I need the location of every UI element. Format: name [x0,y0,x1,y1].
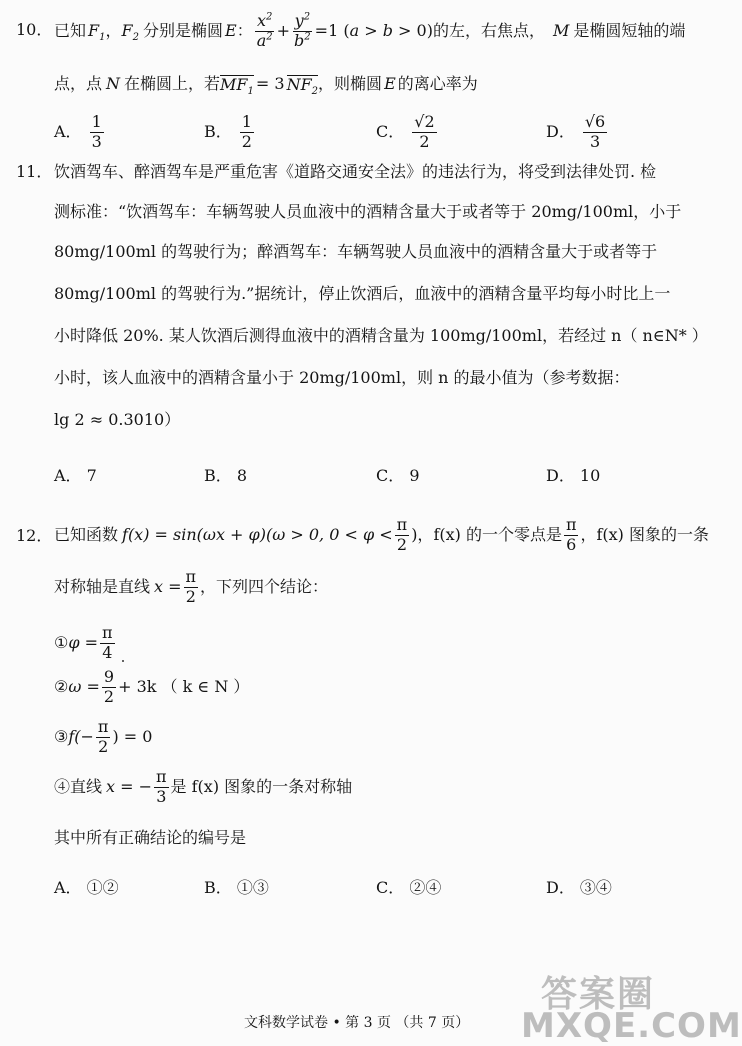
q10-line1-end: 是椭圆短轴的端 [573,21,686,40]
q10-option-d-den: 3 [589,131,601,151]
q10-ellipse-e: E [225,21,237,40]
q10-option-d[interactable] [546,112,609,152]
q12-zero-pre: f(x) 的一个零点是 [433,525,562,544]
q12-line2-x: x = [154,577,182,596]
q12-line1-prefix: 已知函数 [54,525,119,544]
q11-line-7: lg 2 ≈ 0.3010） [54,410,181,429]
q11-option-a[interactable]: A． 7 [54,466,97,485]
q10-option-d-num: √6 [584,111,606,131]
q10-line1-suffix: 的左，右焦点， [432,21,545,40]
q12-c4-rhs: 是 f(x) 图象的一条对称轴 [170,777,353,796]
page-footer: 文科数学试卷 • 第 3 页 （共 7 页） [244,1015,470,1031]
q12-line2-suffix: ，下列四个结论： [200,577,329,596]
q12-c3-den: 2 [98,736,109,756]
q10-option-a-letter: A． [54,122,82,141]
q12-line2-den: 2 [185,586,196,606]
q12-c4-lhs: x = − [106,777,153,796]
q12-func: f(x) = sin(ωx + φ)(ω > 0, 0 < φ < [122,525,393,544]
q10-option-c[interactable] [376,112,439,152]
q12-c1-label: ① [54,633,69,652]
q12-zero-num: π [565,514,577,534]
q12-pi-half [395,514,410,554]
q12-conclusion-1 [54,624,117,662]
q11-line-4: 80mg/100ml 的驾驶行为.”据统计，停止饮酒后，血液中的酒精含量平均每小时比上一 [54,284,671,303]
q10-n: N [106,74,121,93]
q11-line-3: 80mg/100ml 的驾驶行为；醉酒驾车：车辆驾驶人员血液中的酒精含量大于或者等于 [54,242,658,261]
q10-f2: $F_2$ [121,21,139,44]
q10-option-a-den: 3 [91,131,102,151]
q12-c4-num: π [156,766,167,786]
q12-line2-frac [184,566,199,606]
q11-line-5: 小时降低 20%. 某人饮酒后测得血液中的酒精含量为 100mg/100ml，若经过 n（ n∈N* ） [54,326,708,345]
q12-zero-frac [564,514,579,554]
q10-line2-end: 的离心率为 [397,74,478,93]
q12-c3-lhs: f(− [68,727,94,746]
q12-c2-label: ② [54,677,69,696]
watermark-bottom: MXQE.COM [521,1006,742,1046]
q12-line1 [54,516,709,554]
q12-line2-num: π [185,566,197,586]
q10-option-d-letter: D． [546,122,575,141]
q10-line2-mid: 在椭圆上，若 [124,74,221,93]
q12-c2-rhs: + 3k （ k ∈ N ） [118,677,250,696]
q12-c3-rhs: ) = 0 [112,727,153,746]
q12-c2-den: 2 [103,686,115,706]
q10-line1-mid: 分别是椭圆 [143,21,224,40]
q12-c2-num: 9 [103,666,115,686]
q10-option-c-num: √2 [414,111,435,131]
q11-option-b[interactable]: B． 8 [204,466,248,485]
q12-number: 12． [16,526,53,545]
q10-option-b-den: 2 [241,131,252,151]
q10-option-b-letter: B． [204,122,232,141]
q10-number: 10． [16,20,53,39]
q12-zero-den: 6 [566,534,577,554]
q10-vec-nf2: $NF_2$ [286,75,319,98]
q12-c4-den: 3 [156,786,167,806]
q12-c1-num: π [102,622,113,642]
stray-dot [122,660,124,662]
q12-pi-half-den: 2 [396,534,408,554]
q10-eq-frac-y: $\frac{y^2}{b^2}$ [294,10,311,50]
q12-line2 [54,568,328,606]
q10-option-b[interactable] [204,112,256,152]
q12-conclusion-3 [54,718,152,756]
q10-vec-mf1: $MF_1$ [220,75,254,98]
q12-c3-label: ③ [54,727,69,746]
q12-line1-mid: )， [411,525,434,544]
q12-option-a[interactable]: A． ①② [54,878,119,897]
q12-conclusion-2 [54,668,249,706]
q10-option-b-num: 1 [241,111,252,131]
q10-line2-suffix: ，则椭圆 [318,74,383,93]
q10-option-a[interactable] [54,112,106,152]
q10-eq-frac-x: $\frac{x^2}{a^2}$ [256,10,273,50]
q10-line1-prefix: 已知 [54,21,87,40]
q11-number: 11． [16,162,53,181]
q10-line2-prefix: 点，点 [54,74,103,93]
q12-conclusion-4 [54,768,352,806]
watermark-logo [521,966,742,1046]
q12-c3-num: π [97,716,109,736]
q10-option-a-num: 1 [91,111,102,131]
q11-option-d[interactable]: D． 10 [546,466,601,485]
q10-m: M [552,21,570,40]
q10-line2: 点，点 N 在椭圆上，若 $MF_1$ = 3 $NF_2$ ，则椭圆 E 的离心率为 [54,74,478,98]
q12-option-b[interactable]: B． ①③ [204,878,269,897]
q11-line-1: 饮酒驾车、醉酒驾车是严重危害《道路交通安全法》的违法行为，将受到法律处罚. 检 [54,162,657,181]
q11-line-6: 小时，该人血液中的酒精含量小于 20mg/100ml，则 n 的最小值为（参考数据： [54,368,630,387]
q12-line2-prefix: 对称轴是直线 [54,577,151,596]
q12-c4-label: ④直线 [54,777,103,796]
q12-c1-lhs: φ = [68,633,99,652]
q12-option-c[interactable]: C． ②④ [376,878,442,897]
q11-line-2: 测标准：“饮酒驾车：车辆驾驶人员血液中的酒精含量大于或者等于 20mg/100ml，小于 [54,202,682,221]
q12-c1-den: 4 [102,642,113,662]
q10-option-c-letter: C． [376,122,405,141]
q12-pi-half-num: π [396,514,408,534]
watermark-top: 答案圈 [541,974,656,1015]
q12-option-d[interactable]: D． ③④ [546,878,612,897]
q10-option-c-den: 2 [419,131,430,151]
q12-line1-end: ，f(x) 图象的一条 [580,525,710,544]
q10-f1: $F_1$ [88,21,106,44]
q11-option-c[interactable]: C． 9 [376,466,420,485]
q12-question: 其中所有正确结论的编号是 [54,828,247,847]
q12-c2-lhs: ω = [68,677,100,696]
q10-line1: 已知 $F_1$ ， $F_2$ 分别是椭圆 E ： $\frac{x^2}{a^2}$ + $\frac{y^2}{b^2}$ =1 (a > b > 0) 的左，右焦点， M 是椭圆短轴的端 [54,10,686,50]
